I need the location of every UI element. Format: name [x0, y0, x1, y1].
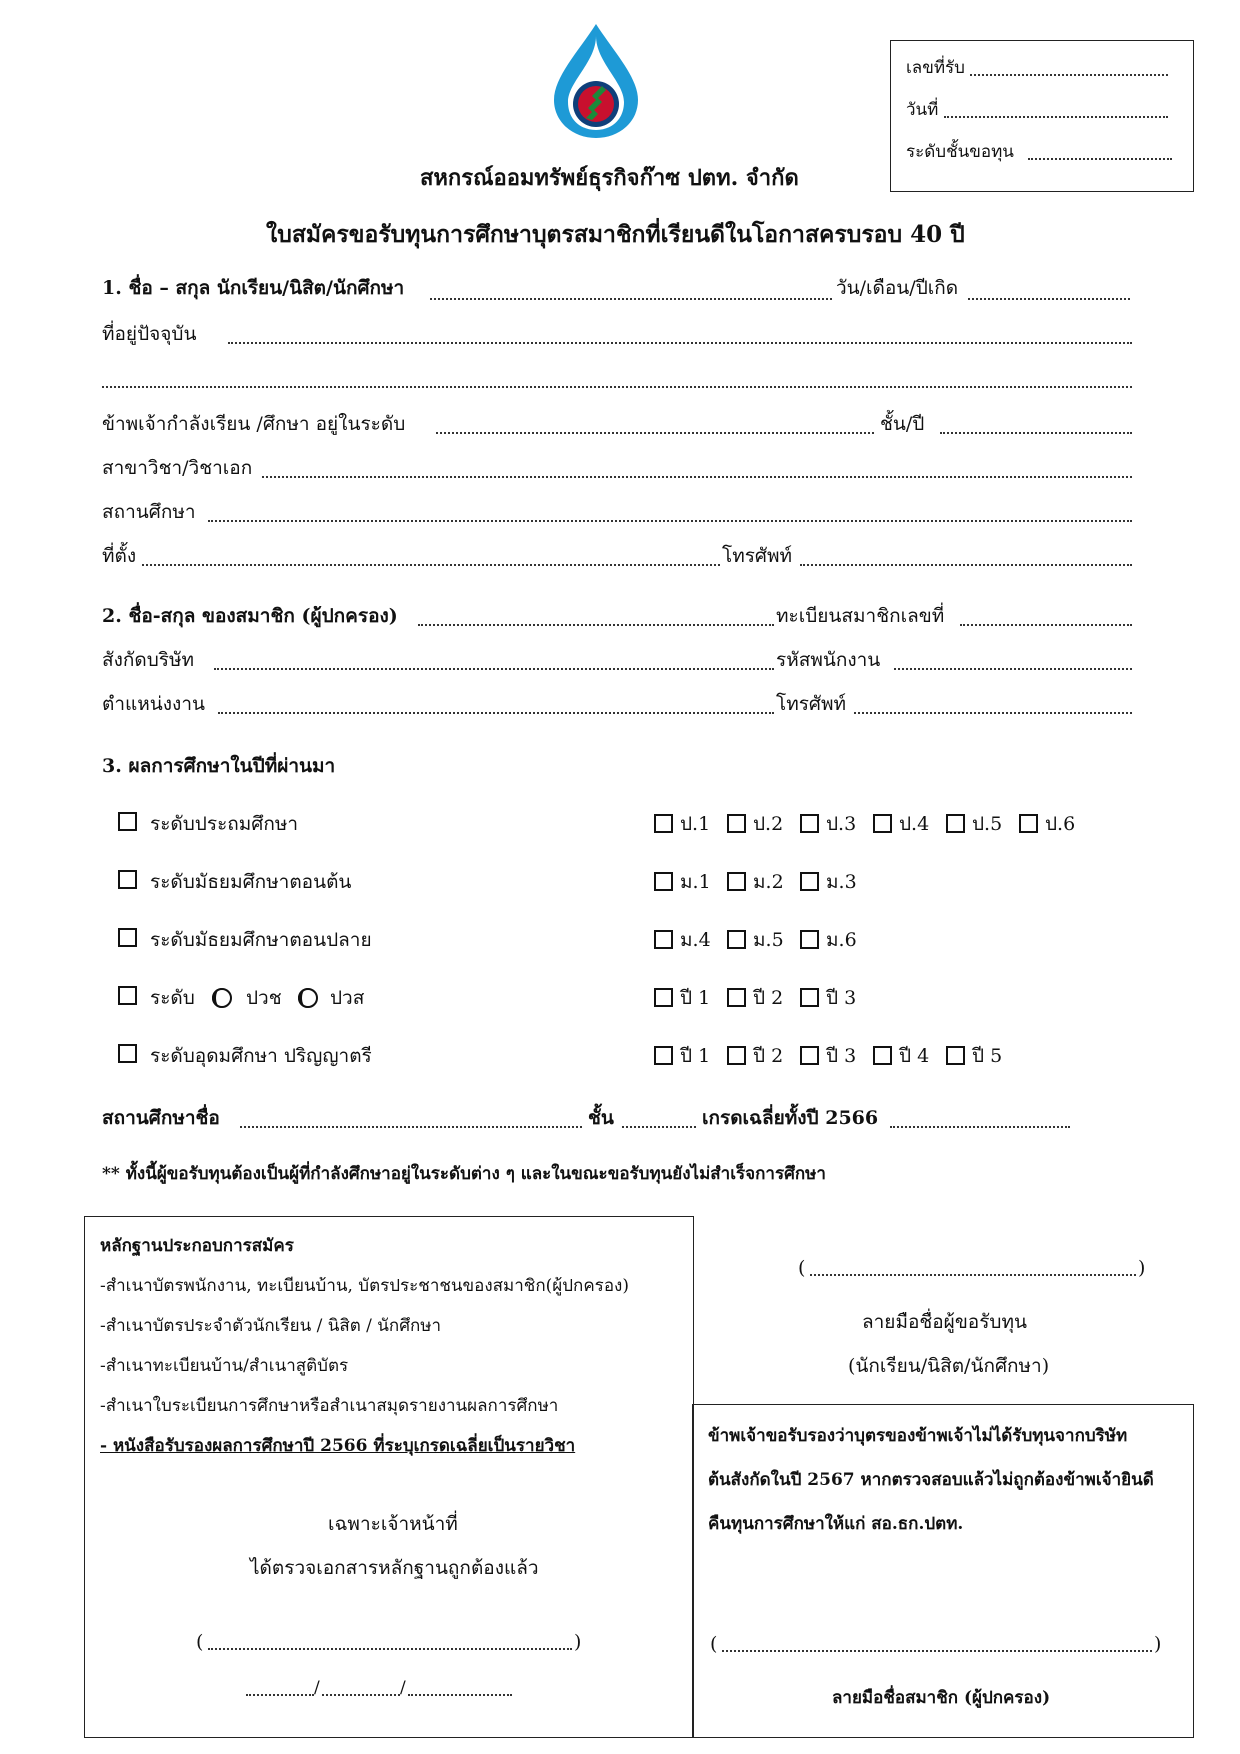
studying-level-field[interactable] [436, 432, 874, 434]
student-name-field[interactable] [430, 298, 832, 300]
university-year-label-3: ปี 3 [826, 1045, 857, 1067]
document-item-2: -สำเนาบัตรประจำตัวนักเรียน / นิสิต / นักศึกษา [100, 1316, 442, 1336]
dob-field[interactable] [968, 298, 1130, 300]
document-item-4: -สำเนาใบระเบียนการศึกษาหรือสำเนาสมุดรายงานผลการศึกษา [100, 1396, 559, 1416]
vocational-year-checkbox-3[interactable] [800, 988, 819, 1007]
employee-id-field[interactable] [894, 668, 1132, 670]
officer-date-day-field[interactable] [246, 1694, 314, 1696]
grade-year-label: ชั้น/ปี [880, 413, 925, 435]
employee-id-label: รหัสพนักงาน [776, 649, 881, 671]
address-field-2[interactable] [102, 386, 1132, 388]
major-label: สาขาวิชา/วิชาเอก [102, 457, 253, 479]
officer-sign-close: ) [574, 1631, 582, 1653]
receipt-number-field[interactable] [970, 74, 1168, 76]
officer-title: เฉพาะเจ้าหน้าที่ [328, 1513, 458, 1535]
applicant-sign-label: ลายมือชื่อผู้ขอรับทุน [862, 1311, 1027, 1333]
voc-high-cert-label: ปวส [330, 987, 365, 1009]
voc-cert-radio[interactable] [212, 988, 232, 1008]
form-title: ใบสมัครขอรับทุนการศึกษาบุตรสมาชิกที่เรียนดีในโอกาสครบรอบ 40 ปี [266, 221, 965, 248]
upper-secondary-grade-label-1: ม.4 [680, 929, 711, 951]
university-year-label-4: ปี 4 [899, 1045, 930, 1067]
class-label: ชั้น [588, 1107, 614, 1129]
position-label: ตำแหน่งงาน [102, 693, 205, 715]
section3-title: 3. ผลการศึกษาในปีที่ผ่านมา [102, 755, 336, 777]
document-item-certificate: - หนังสือรับรองผลการศึกษาปี 2566 ที่ระบุเกรดเฉลี่ยเป็นรายวิชา [100, 1436, 576, 1456]
officer-date-month-field[interactable] [322, 1694, 400, 1696]
member-sign-close: ) [1154, 1633, 1162, 1655]
member-sign-label: ลายมือชื่อสมาชิก (ผู้ปกครอง) [832, 1688, 1051, 1708]
parent-phone-label: โทรศัพท์ [776, 693, 847, 715]
officer-check-text: ได้ตรวจเอกสารหลักฐานถูกต้องแล้ว [250, 1557, 539, 1579]
primary-grade-label-6: ป.6 [1045, 813, 1076, 835]
primary-grade-checkbox-1[interactable] [654, 814, 673, 833]
vocational-year-label-1: ปี 1 [680, 987, 711, 1009]
parent-name-field[interactable] [418, 624, 774, 626]
member-signature-field[interactable] [722, 1650, 1152, 1652]
school-location-label: ที่ตั้ง [102, 545, 137, 567]
school-phone-label: โทรศัพท์ [722, 545, 793, 567]
upper-secondary-checkbox[interactable] [118, 928, 137, 947]
vocational-year-checkbox-1[interactable] [654, 988, 673, 1007]
document-item-3: -สำเนาทะเบียนบ้าน/สำเนาสูติบัตร [100, 1356, 349, 1376]
receipt-level-field[interactable] [1028, 158, 1172, 160]
documents-title: หลักฐานประกอบการสมัคร [100, 1236, 294, 1256]
date-separator-2: / [400, 1678, 406, 1698]
school-name-field[interactable] [240, 1126, 582, 1128]
school-phone-field[interactable] [800, 564, 1132, 566]
upper-secondary-grade-label-3: ม.6 [826, 929, 857, 951]
university-label: ระดับอุดมศึกษา ปริญญาตรี [150, 1045, 372, 1067]
document-item-1: -สำเนาบัตรพนักงาน, ทะเบียนบ้าน, บัตรประชาชนของสมาชิก(ผู้ปกครอง) [100, 1276, 629, 1296]
primary-grade-checkbox-3[interactable] [800, 814, 819, 833]
primary-grade-label-4: ป.4 [899, 813, 930, 835]
university-year-label-5: ปี 5 [972, 1045, 1003, 1067]
certification-line-2: ต้นสังกัดในปี 2567 หากตรวจสอบแล้วไม่ถูกต้องข้าพเจ้ายินดี [708, 1470, 1154, 1490]
lower-secondary-grade-label-2: ม.2 [753, 871, 784, 893]
parent-name-label: 2. ชื่อ-สกุล ของสมาชิก (ผู้ปกครอง) [102, 605, 398, 627]
lower-secondary-checkbox[interactable] [118, 870, 137, 889]
major-field[interactable] [262, 476, 1132, 478]
upper-secondary-grade-checkbox-1[interactable] [654, 930, 673, 949]
company-field[interactable] [214, 668, 774, 670]
dob-label: วัน/เดือน/ปีเกิด [836, 277, 959, 299]
voc-cert-label: ปวช [246, 987, 282, 1009]
certification-line-3: คืนทุนการศึกษาให้แก่ สอ.ธก.ปตท. [708, 1514, 964, 1534]
certification-line-1: ข้าพเจ้าขอรับรองว่าบุตรของข้าพเจ้าไม่ได้รับทุนจากบริษัท [708, 1426, 1128, 1446]
school-name-label: สถานศึกษาชื่อ [102, 1107, 220, 1129]
primary-level-checkbox[interactable] [118, 812, 137, 831]
university-year-checkbox-3[interactable] [800, 1046, 819, 1065]
voc-high-cert-radio[interactable] [298, 988, 318, 1008]
lower-secondary-grade-checkbox-2[interactable] [727, 872, 746, 891]
applicant-sign-close: ) [1138, 1257, 1146, 1279]
receipt-level-label: ระดับชั้นขอทุน [906, 142, 1014, 162]
address-label: ที่อยู่ปัจจุบัน [102, 323, 197, 345]
grade-year-field[interactable] [940, 432, 1132, 434]
address-field-1[interactable] [228, 342, 1132, 344]
primary-grade-checkbox-5[interactable] [946, 814, 965, 833]
student-name-label: 1. ชื่อ – สกุล นักเรียน/นิสิต/นักศึกษา [102, 277, 405, 299]
lower-secondary-grade-label-3: ม.3 [826, 871, 857, 893]
receipt-date-label: วันที่ [906, 100, 939, 120]
university-checkbox[interactable] [118, 1044, 137, 1063]
applicant-sign-open: ( [798, 1257, 806, 1279]
studying-level-label: ข้าพเจ้ากำลังเรียน /ศึกษา อยู่ในระดับ [102, 413, 406, 435]
upper-secondary-grade-label-2: ม.5 [753, 929, 784, 951]
gpa-field[interactable] [890, 1126, 1070, 1128]
university-year-checkbox-2[interactable] [727, 1046, 746, 1065]
officer-sign-open: ( [196, 1631, 204, 1653]
eligibility-note: ** ทั้งนี้ผู้ขอรับทุนต้องเป็นผู้ที่กำลังศึกษาอยู่ในระดับต่าง ๆ และในขณะขอรับทุนยังไม่สำเร็จการศึกษา [102, 1164, 826, 1184]
vocational-year-label-2: ปี 2 [753, 987, 784, 1009]
primary-grade-checkbox-4[interactable] [873, 814, 892, 833]
lower-secondary-grade-label-1: ม.1 [680, 871, 711, 893]
school-label: สถานศึกษา [102, 501, 196, 523]
lower-secondary-grade-checkbox-3[interactable] [800, 872, 819, 891]
member-sign-open: ( [710, 1633, 718, 1655]
parent-phone-field[interactable] [854, 712, 1132, 714]
university-year-checkbox-1[interactable] [654, 1046, 673, 1065]
lower-secondary-grade-checkbox-1[interactable] [654, 872, 673, 891]
upper-secondary-grade-checkbox-3[interactable] [800, 930, 819, 949]
member-number-label: ทะเบียนสมาชิกเลขที่ [776, 605, 945, 627]
position-field[interactable] [218, 712, 774, 714]
primary-grade-label-1: ป.1 [680, 813, 711, 835]
applicant-sign-sublabel: (นักเรียน/นิสิต/นักศึกษา) [848, 1355, 1050, 1377]
vocational-checkbox[interactable] [118, 986, 137, 1005]
cooperative-logo [548, 22, 644, 140]
primary-grade-checkbox-6[interactable] [1019, 814, 1038, 833]
member-number-field[interactable] [960, 624, 1132, 626]
vocational-year-checkbox-2[interactable] [727, 988, 746, 1007]
primary-grade-label-2: ป.2 [753, 813, 784, 835]
school-location-field[interactable] [142, 564, 720, 566]
officer-date-year-field[interactable] [408, 1694, 512, 1696]
university-year-label-1: ปี 1 [680, 1045, 711, 1067]
upper-secondary-label: ระดับมัธยมศึกษาตอนปลาย [150, 929, 372, 951]
company-label: สังกัดบริษัท [102, 649, 195, 671]
org-name: สหกรณ์ออมทรัพย์ธุรกิจก๊าซ ปตท. จำกัด [420, 165, 799, 191]
class-field[interactable] [622, 1126, 696, 1128]
gpa-label: เกรดเฉลี่ยทั้งปี 2566 [702, 1107, 879, 1129]
school-field[interactable] [208, 520, 1132, 522]
university-year-checkbox-5[interactable] [946, 1046, 965, 1065]
upper-secondary-grade-checkbox-2[interactable] [727, 930, 746, 949]
receipt-date-field[interactable] [944, 116, 1168, 118]
receipt-number-label: เลขที่รับ [906, 58, 965, 78]
university-year-label-2: ปี 2 [753, 1045, 784, 1067]
vocational-year-label-3: ปี 3 [826, 987, 857, 1009]
primary-grade-checkbox-2[interactable] [727, 814, 746, 833]
university-year-checkbox-4[interactable] [873, 1046, 892, 1065]
vocational-label: ระดับ [150, 987, 195, 1009]
officer-signature-field[interactable] [208, 1648, 572, 1650]
primary-grade-label-5: ป.5 [972, 813, 1003, 835]
primary-level-label: ระดับประถมศึกษา [150, 813, 299, 835]
date-separator-1: / [314, 1678, 320, 1698]
primary-grade-label-3: ป.3 [826, 813, 857, 835]
applicant-signature-field[interactable] [810, 1274, 1136, 1276]
lower-secondary-label: ระดับมัธยมศึกษาตอนต้น [150, 871, 352, 893]
